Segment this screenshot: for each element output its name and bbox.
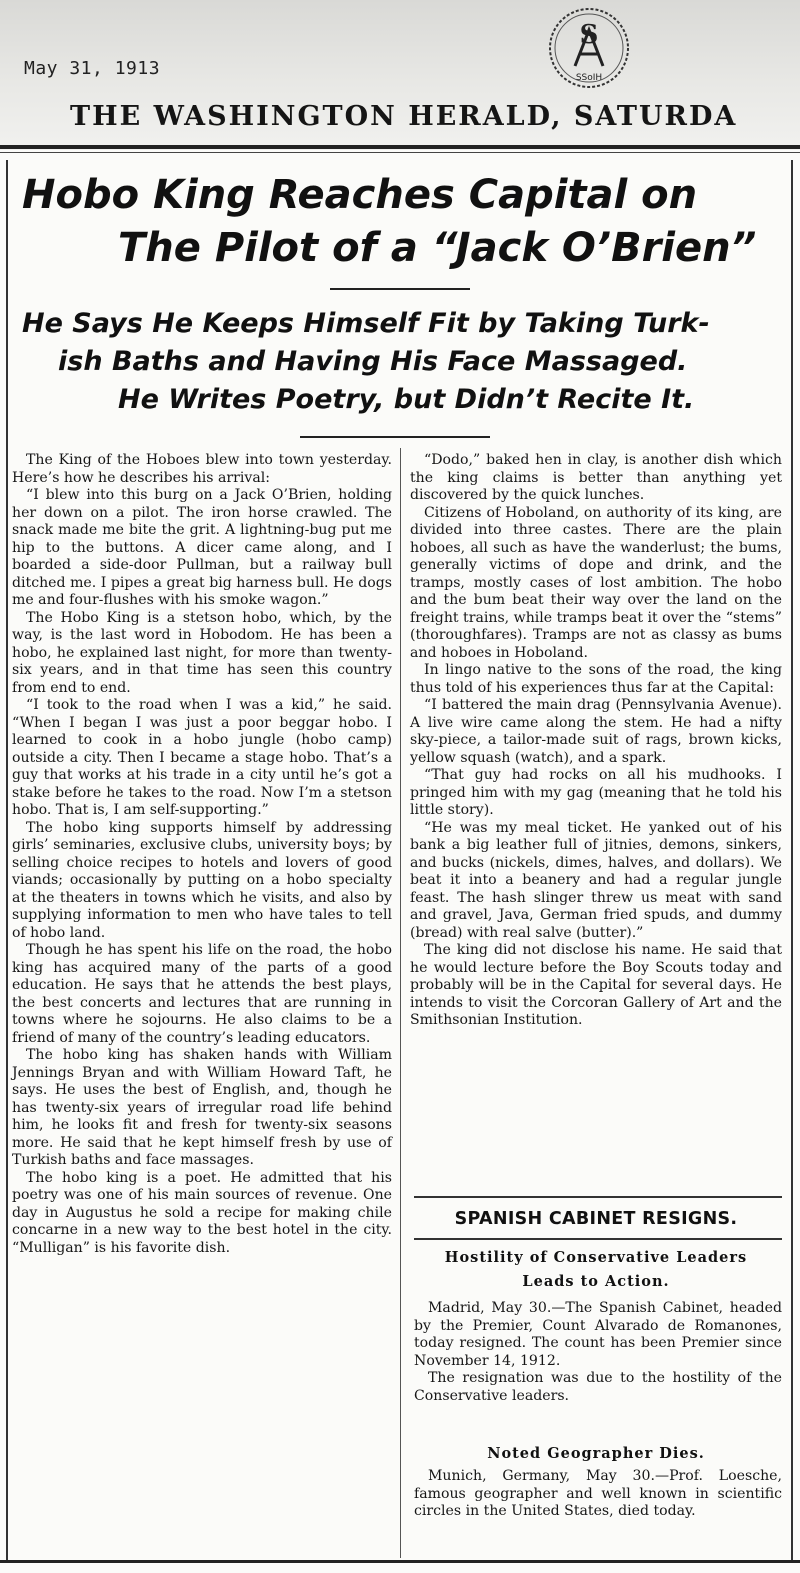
article-headline-line-1: Hobo King Reaches Capital on bbox=[22, 172, 698, 218]
column-divider bbox=[400, 448, 401, 1558]
article-right-column bbox=[410, 452, 782, 1030]
article-paragraph: The king did not disclose his name. He said that he would lecture before the Boy Scouts today and probably will be in the Capital for several days. He intends to visit the Corcoran Gallery of Art and the Smithsonian Institution. bbox=[410, 942, 782, 1028]
article-paragraph: The King of the Hoboes blew into town yesterday. Here’s how he describes his arrival: bbox=[12, 452, 392, 486]
spanish-story-top-rule bbox=[414, 1196, 782, 1198]
svg-text:S: S bbox=[579, 20, 599, 50]
bottom-rule bbox=[0, 1560, 800, 1563]
masthead-rule bbox=[0, 145, 800, 149]
article-headline-line-2: The Pilot of a “Jack O’Brien” bbox=[118, 225, 757, 271]
article-paragraph: In lingo native to the sons of the road, the king thus told of his experiences thus far at the Capital: bbox=[410, 662, 782, 696]
headline-divider bbox=[330, 288, 470, 290]
spanish-story-body bbox=[414, 1300, 782, 1405]
article-deck-line-3: He Writes Poetry, but Didn’t Recite It. bbox=[118, 384, 695, 415]
date-stamp: May 31, 1913 bbox=[24, 58, 161, 79]
article-left-column bbox=[12, 452, 392, 1257]
article-paragraph: “That guy had rocks on all his mudhooks. I pringed him with my gag (meaning that he told his little story). bbox=[410, 767, 782, 818]
article-paragraph: “I took to the road when I was a kid,” he said. “When I began I was just a poor beggar hobo. I learned to cook in a hobo jungle (hobo camp) outside a city. Then I became a stage hobo. That’s a guy that works at his trade in a city until he’s got a stake before he takes to the road. Now I’m a stetson hobo. That is, I am self-supporting.” bbox=[12, 697, 392, 818]
article-paragraph: Though he has spent his life on the road, the hobo king has acquired many of the parts of a good education. He says that he attends the best plays, the best concerts and lectures that are running in towns where he sojourns. He also claims to be a friend of many of the country’s leading educators. bbox=[12, 942, 392, 1046]
geographer-story-headline: Noted Geographer Dies. bbox=[487, 1445, 705, 1462]
column-frame-left bbox=[6, 160, 8, 1560]
article-paragraph: “Dodo,” baked hen in clay, is another dish which the king claims is better than anything yet discovered by the quick lunches. bbox=[410, 452, 782, 503]
spanish-story-deck-line-1: Hostility of Conservative Leaders bbox=[444, 1249, 748, 1266]
spanish-story-headline: SPANISH CABINET RESIGNS. bbox=[454, 1209, 738, 1229]
masthead-rule-thin bbox=[0, 152, 800, 153]
article-paragraph: The Hobo King is a stetson hobo, which, by the way, is the last word in Hobodom. He has been a hobo, he explained last night, for more than twenty-six years, and in that time has seen this country from end to end. bbox=[12, 609, 392, 696]
article-paragraph: “He was my meal ticket. He yanked out of his bank a big leather full of jitnies, demons, sinkers, and bucks (nickels, dimes, halves, and dollars). We beat it into a beanery and had a regular jungle feast. The hash slinger threw us meat with sand and gravel, Java, German fried spuds, and dummy (bread) with real salve (butter).” bbox=[410, 819, 782, 941]
svg-text:SSoIH: SSoIH bbox=[575, 73, 603, 83]
article-deck-line-1: He Says He Keeps Himself Fit by Taking Turk- bbox=[22, 308, 710, 339]
column-frame-right bbox=[791, 160, 793, 1560]
deck-divider bbox=[300, 436, 490, 438]
newspaper-masthead: THE WASHINGTON HERALD, SATURDA bbox=[70, 101, 738, 132]
article-deck-line-2: ish Baths and Having His Face Massaged. bbox=[58, 346, 688, 377]
article-paragraph: “I blew into this burg on a Jack O’Brien, holding her down on a pilot. The iron horse crawled. The snack made me bite the grit. A lightning-bug put me hip to the buttons. A dicer came along, and I boarded a side-door Pullman, but a railway bull ditched me. I pipes a great big harness bull. He dogs me and four-flushes with his smoke wagon.” bbox=[12, 487, 392, 608]
story-paragraph: The resignation was due to the hostility of the Conservative leaders. bbox=[414, 1370, 782, 1404]
library-seal-stamp bbox=[547, 6, 631, 90]
spanish-story-headline-rule bbox=[414, 1238, 782, 1240]
spanish-story-deck-line-2: Leads to Action. bbox=[522, 1273, 670, 1290]
story-paragraph: Madrid, May 30.—The Spanish Cabinet, headed by the Premier, Count Alvarado de Romanones, today resigned. The count has been Premier since November 14, 1912. bbox=[414, 1300, 782, 1369]
article-paragraph: The hobo king has shaken hands with William Jennings Bryan and with William Howard Taft, he says. He uses the best of English, and, though he has twenty-six years of irregular road life behind him, he looks fit and fresh for twenty-six seasons more. He said that he kept himself fresh by use of Turkish baths and face massages. bbox=[12, 1047, 392, 1168]
geographer-story-body bbox=[414, 1468, 782, 1521]
article-paragraph: The hobo king is a poet. He admitted that his poetry was one of his main sources of revenue. One day in Augustus he sold a recipe for making chile concarne in a new way to the best hotel in the city. “Mulligan” is his favorite dish. bbox=[12, 1169, 392, 1256]
story-paragraph: Munich, Germany, May 30.—Prof. Loesche, famous geographer and well known in scientific circles in the United States, died today. bbox=[414, 1468, 782, 1519]
article-paragraph: Citizens of Hoboland, on authority of its king, are divided into three castes. There are the plain hoboes, all such as have the wanderlust; the bums, generally victims of dope and drink, and the tramps, mostly cases of lost ambition. The hobo and the bum beat their way over the land on the freight trains, while tramps beat it over the “stems” (thoroughfares). Tramps are not as classy as bums and hoboes in Hoboland. bbox=[410, 504, 782, 661]
article-paragraph: “I battered the main drag (Pennsylvania Avenue). A live wire came along the stem. He had a nifty sky-piece, a tailor-made suit of rags, brown kicks, yellow squash (watch), and a spark. bbox=[410, 697, 782, 766]
article-paragraph: The hobo king supports himself by addressing girls’ seminaries, exclusive clubs, university boys; by selling choice recipes to hotels and lovers of good viands; occasionally by putting on a hobo specialty at the theaters in towns which he visits, and also by supplying information to men who have tales to tell of hobo land. bbox=[12, 819, 392, 941]
